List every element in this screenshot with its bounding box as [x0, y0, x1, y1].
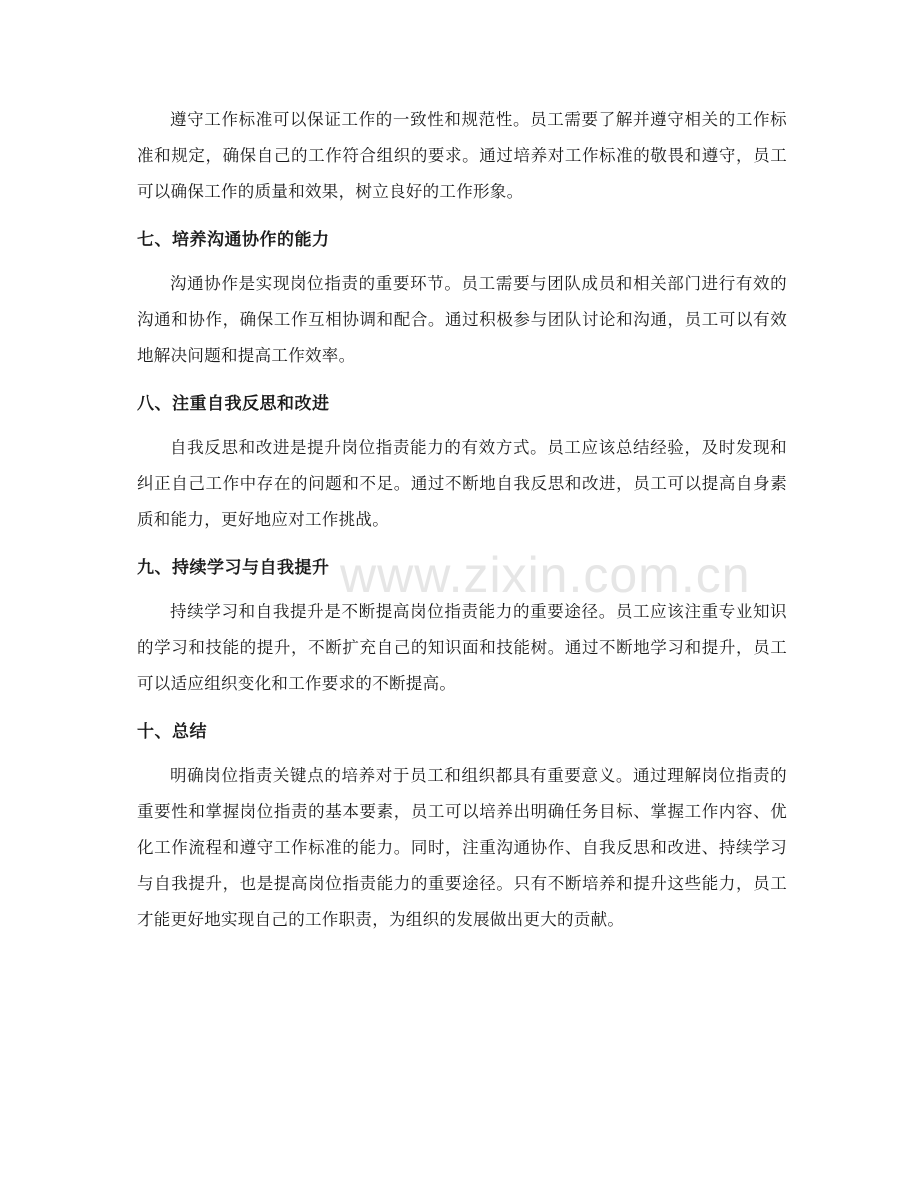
paragraph-continuous-learning: 持续学习和自我提升是不断提高岗位指责能力的重要途径。员工应该注重专业知识的学习和技能的提升，不断扩充自己的知识面和技能树。通过不断地学习和提升，员工可以适应组织变化和工作要求的不断提高。 — [137, 602, 787, 693]
paragraph-communication: 沟通协作是实现岗位指责的重要环节。员工需要与团队成员和相关部门进行有效的沟通和协作，确保工作互相协调和配合。通过积极参与团队讨论和沟通，员工可以有效地解决问题和提高工作效率。 — [137, 274, 787, 365]
document-body — [137, 102, 787, 938]
paragraph-work-standards: 遵守工作标准可以保证工作的一致性和规范性。员工需要了解并遵守相关的工作标准和规定，确保自己的工作符合组织的要求。通过培养对工作标准的敬畏和遵守，员工可以确保工作的质量和效果，树立良好的工作形象。 — [137, 110, 787, 201]
heading-section-9: 九、持续学习与自我提升 — [137, 558, 330, 578]
heading-section-8: 八、注重自我反思和改进 — [137, 394, 330, 414]
paragraph-summary: 明确岗位指责关键点的培养对于员工和组织都具有重要意义。通过理解岗位指责的重要性和掌握岗位指责的基本要素，员工可以培养出明确任务目标、掌握工作内容、优化工作流程和遵守工作标准的能力。同时，注重沟通协作、自我反思和改进、持续学习与自我提升，也是提高岗位指责能力的重要途径。只有不断培养和提升这些能力，员工才能更好地实现自己的工作职责，为组织的发展做出更大的贡献。 — [137, 766, 787, 929]
watermark-text: www.zixin.com.cn — [340, 547, 751, 603]
heading-section-7: 七、培养沟通协作的能力 — [137, 230, 330, 250]
paragraph-self-reflection: 自我反思和改进是提升岗位指责能力的有效方式。员工应该总结经验，及时发现和纠正自己工作中存在的问题和不足。通过不断地自我反思和改进，员工可以提高自身素质和能力，更好地应对工作挑战。 — [137, 438, 787, 529]
heading-section-10: 十、总结 — [137, 722, 207, 742]
